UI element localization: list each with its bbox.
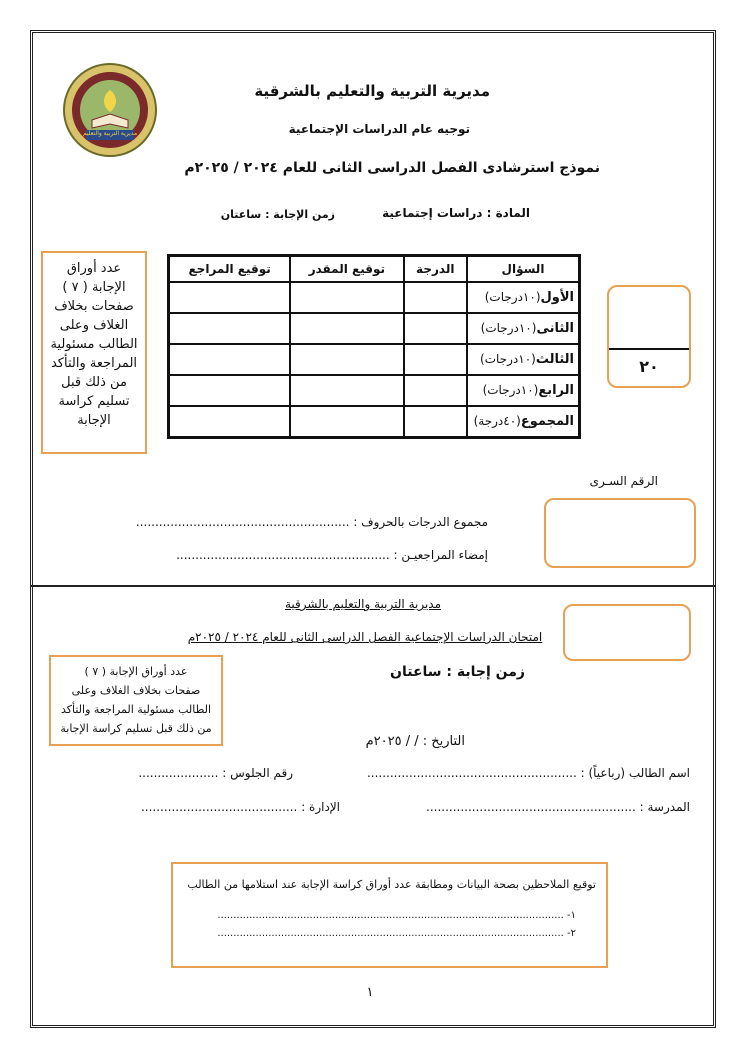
question-name: الثالث: [535, 352, 574, 367]
answer-sheets-note: [41, 251, 147, 454]
answer-sheets-note-line: من ذلك قبل: [61, 375, 127, 390]
question-points: (١٠درجات): [480, 321, 537, 335]
total-score-value: ٢٠: [639, 357, 659, 376]
answer-sheets-note-line: الغلاف وعلى: [59, 318, 129, 333]
answer-sheets-note-line: الإجابة ( ٧ ): [62, 280, 126, 295]
lower-answer-sheets-note-line: الطالب مسئولية المراجعة والتأكد: [61, 703, 211, 716]
observer-line-1-field[interactable]: .............................................................................................................: [217, 910, 564, 921]
secret-number-label: الرقم السـرى: [589, 474, 658, 488]
observer-line-1-label: ١-: [567, 910, 576, 921]
reviewers-signature-row: [176, 548, 488, 562]
grades-table-header: [169, 256, 580, 283]
observer-line-2-label: ٢-: [567, 928, 576, 939]
grades-table-row: [169, 344, 580, 375]
observers-title: توقيع الملاحظين بصحة البيانات ومطابقة عدد أوراق كراسة الإجابة عند استلامها من الطالب: [187, 878, 596, 891]
seat-number-label: رقم الجلوس :: [222, 766, 293, 780]
question-cell: [467, 282, 580, 313]
school-row: [426, 800, 690, 814]
student-name-row: [367, 766, 690, 780]
lower-directorate-title: مديرية التربية والتعليم بالشرقية: [284, 597, 442, 611]
reviewer-signature-cell[interactable]: [169, 406, 291, 438]
administration-field[interactable]: .........................................: [140, 800, 298, 814]
reviewers-signature-label: إمضاء المراجعيـن :: [393, 548, 488, 562]
lower-duration: زمن إجابة : ساعتان: [390, 664, 525, 680]
question-name: الأول: [540, 290, 574, 305]
lower-answer-sheets-note-line: عدد أوراق الإجابة ( ٧ ): [84, 665, 188, 678]
observer-line-2-field[interactable]: .............................................................................................................: [217, 928, 564, 939]
header-grader-signature: توقيع المقدر: [290, 256, 403, 283]
lower-answer-sheets-note-line: صفحات بخلاف الغلاف وعلى: [71, 684, 201, 697]
question-points: (١٠درجات): [480, 352, 536, 366]
grader-signature-cell[interactable]: [290, 313, 403, 344]
reviewer-signature-cell[interactable]: [169, 375, 291, 406]
header-grade: الدرجة: [404, 256, 468, 283]
subject-label: المادة : دراسات إجتماعية: [382, 206, 530, 220]
lower-seat-box[interactable]: [563, 604, 691, 661]
student-name-field[interactable]: .......................................................: [366, 766, 577, 780]
reviewer-signature-cell[interactable]: [169, 344, 291, 375]
department-title: توجيه عام الدراسات الإجتماعية: [288, 122, 470, 136]
grader-signature-cell[interactable]: [290, 406, 403, 438]
grader-signature-cell[interactable]: [290, 282, 403, 313]
exam-date: التاريخ : / / ٢٠٢٥م: [365, 734, 465, 749]
seat-number-field[interactable]: .....................: [138, 766, 219, 780]
grades-in-words-field[interactable]: ........................................................: [135, 515, 350, 529]
logo-caption: مديرية التربية والتعليم: [82, 130, 138, 137]
reviewer-signature-cell[interactable]: [169, 282, 291, 313]
grades-in-words-row: [136, 515, 488, 529]
school-label: المدرسة :: [639, 800, 690, 814]
school-field[interactable]: .......................................................: [426, 800, 636, 814]
total-score-box: [607, 285, 691, 388]
grades-table-row: [169, 282, 580, 313]
grades-table-row: [169, 406, 580, 438]
question-cell: [467, 344, 580, 375]
grades-table-row: [169, 313, 580, 344]
question-points: (٤٠درجة): [473, 414, 521, 428]
administration-row: [141, 800, 340, 814]
exam-title: نموذج استرشادى الفصل الدراسى الثانى للعام ٢٠٢٤ / ٢٠٢٥م: [184, 160, 600, 176]
lower-exam-title: امتحان الدراسات الإجتماعية الفصل الدراسى الثانى للعام ٢٠٢٤ / ٢٠٢٥م: [187, 630, 543, 644]
header-question: السؤال: [467, 256, 580, 283]
total-score-divider: [609, 348, 689, 350]
question-cell: [467, 406, 580, 438]
answer-sheets-note-line: صفحات بخلاف: [54, 299, 134, 314]
directorate-title: مديرية التربية والتعليم بالشرقية: [254, 82, 490, 100]
question-cell: [467, 313, 580, 344]
question-name: الرابع: [538, 383, 574, 398]
reviewers-signature-field[interactable]: ........................................................: [176, 548, 390, 562]
duration-label: زمن الإجابة : ساعتان: [220, 208, 335, 221]
question-points: (١٠درجات): [484, 290, 541, 304]
grade-cell[interactable]: [404, 313, 468, 344]
question-points: (١٠درجات): [482, 383, 539, 397]
observers-signature-box: [171, 862, 608, 968]
answer-sheets-note-line: المراجعة والتأكد: [50, 356, 138, 371]
grade-cell[interactable]: [404, 282, 468, 313]
secret-number-box[interactable]: [544, 498, 696, 568]
answer-sheets-note-text: [43, 259, 145, 430]
question-cell: [467, 375, 580, 406]
grade-cell[interactable]: [404, 406, 468, 438]
lower-answer-sheets-note-line: من ذلك قبل تسليم كراسة الإجابة: [60, 722, 212, 735]
grade-cell[interactable]: [404, 375, 468, 406]
grades-in-words-label: مجموع الدرجات بالحروف :: [353, 515, 488, 529]
grader-signature-cell[interactable]: [290, 344, 403, 375]
grade-cell[interactable]: [404, 344, 468, 375]
directorate-logo: [62, 62, 158, 158]
answer-sheets-note-line: عدد أوراق: [66, 261, 122, 276]
lower-answer-sheets-note-text: [51, 662, 221, 738]
observer-line-2: [217, 928, 576, 939]
header-reviewer-signature: توقيع المراجع: [169, 256, 291, 283]
question-name: الثانى: [536, 321, 574, 336]
answer-sheets-note-line: الطالب مسئولية: [50, 337, 138, 352]
reviewer-signature-cell[interactable]: [169, 313, 291, 344]
administration-label: الإدارة :: [301, 800, 340, 814]
seat-number-row: [138, 766, 293, 780]
student-name-label: اسم الطالب (رباعياً) :: [580, 766, 690, 780]
lower-answer-sheets-note: [49, 655, 223, 746]
page-number: ١: [366, 985, 374, 1000]
grader-signature-cell[interactable]: [290, 375, 403, 406]
answer-sheets-note-line: الإجابة: [77, 413, 111, 428]
grades-table-row: [169, 375, 580, 406]
observer-line-1: [217, 910, 576, 921]
grades-table: [167, 254, 581, 439]
question-name: المجموع: [520, 414, 574, 429]
section-divider: [30, 585, 716, 587]
answer-sheets-note-line: تسليم كراسة: [58, 394, 130, 409]
